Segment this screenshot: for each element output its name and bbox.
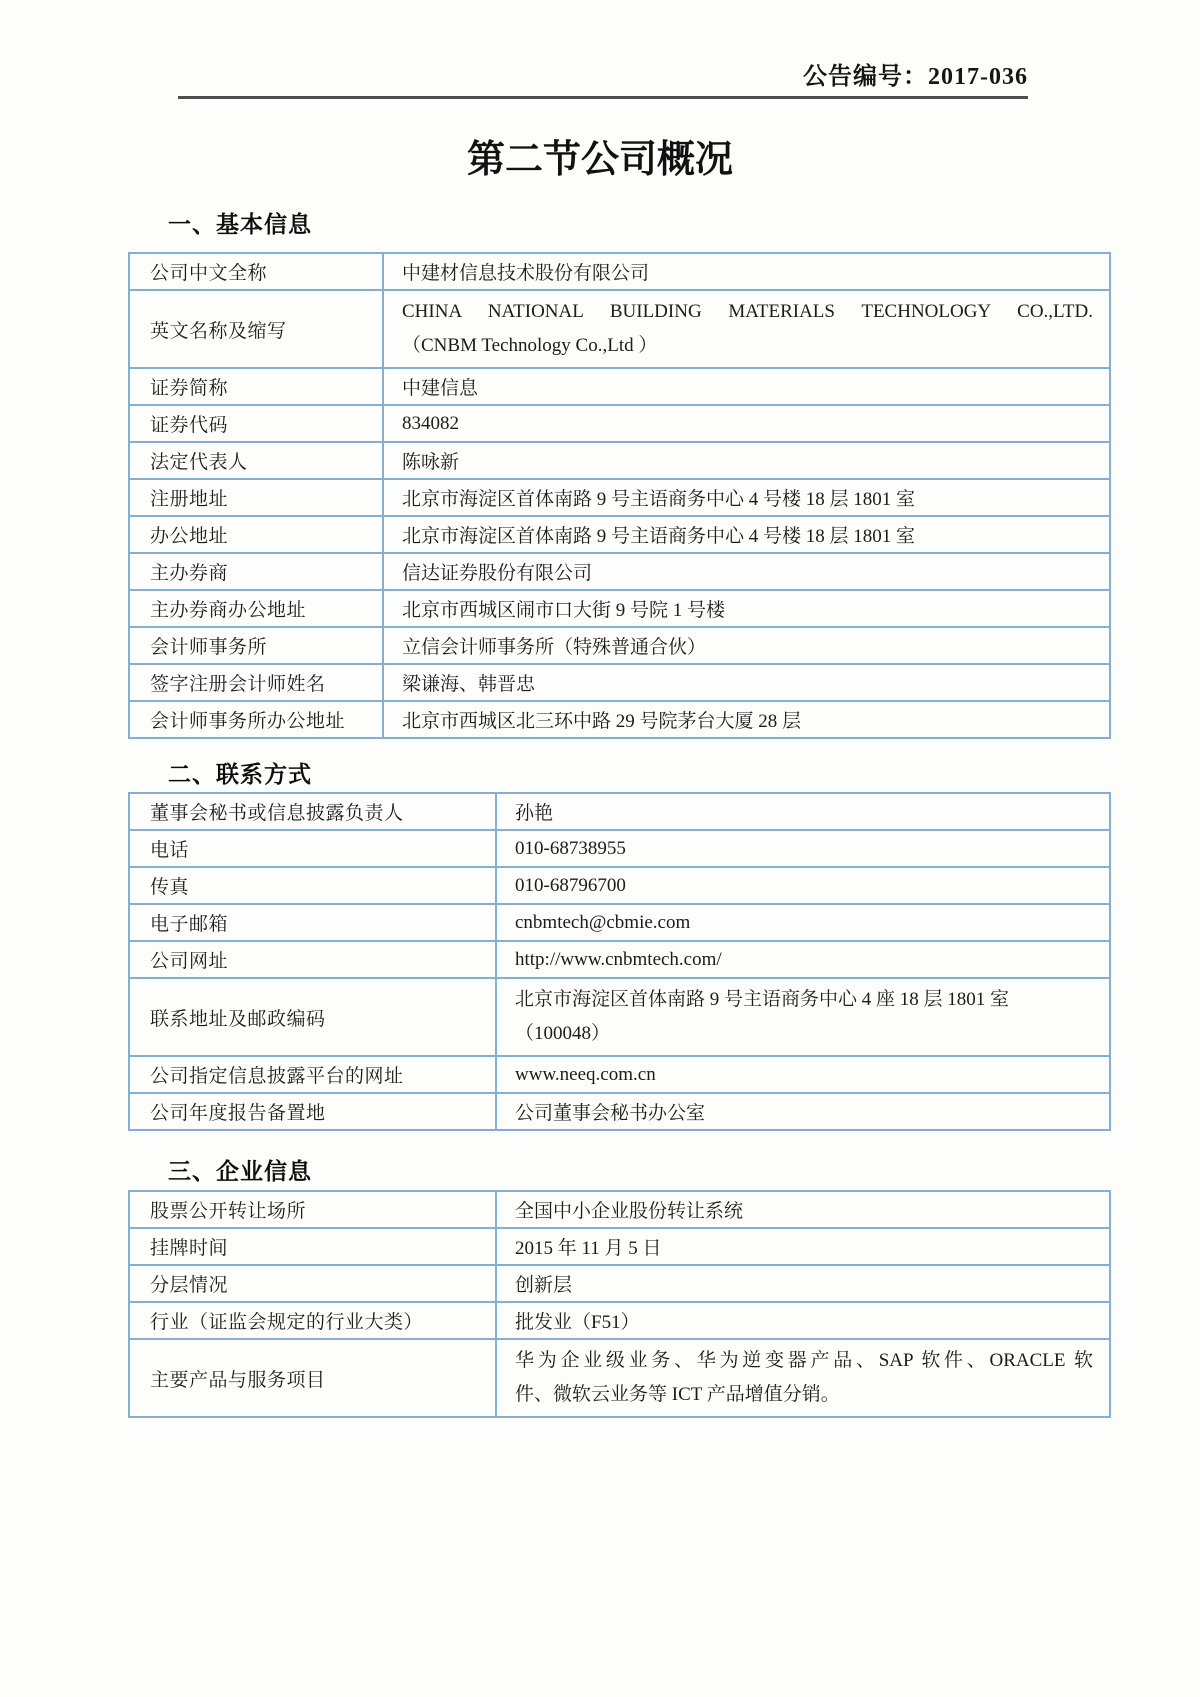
row-value: 公司董事会秘书办公室	[496, 1093, 1110, 1130]
basic-info-table	[128, 252, 1111, 739]
value-line: 件、微软云业务等 ICT 产品增值分销。	[515, 1384, 840, 1405]
row-value	[383, 290, 1110, 368]
row-label: 签字注册会计师姓名	[129, 664, 383, 701]
company-info-table	[128, 1190, 1111, 1418]
row-value: 创新层	[496, 1265, 1110, 1302]
row-value: 信达证券股份有限公司	[383, 553, 1110, 590]
table-row	[129, 1302, 1110, 1339]
announcement-number: 公告编号：2017-036	[803, 64, 1028, 90]
row-label: 法定代表人	[129, 442, 383, 479]
table-row	[129, 368, 1110, 405]
row-value: 010-68796700	[496, 867, 1110, 904]
table-row	[129, 405, 1110, 442]
row-label: 会计师事务所办公地址	[129, 701, 383, 738]
table-row	[129, 793, 1110, 830]
row-value: 批发业（F51）	[496, 1302, 1110, 1339]
row-label: 股票公开转让场所	[129, 1191, 496, 1228]
table-row	[129, 590, 1110, 627]
row-value	[496, 1339, 1110, 1417]
row-label: 主办券商	[129, 553, 383, 590]
row-value: 北京市海淀区首体南路 9 号主语商务中心 4 号楼 18 层 1801 室	[383, 479, 1110, 516]
row-label: 公司指定信息披露平台的网址	[129, 1056, 496, 1093]
table-row	[129, 1339, 1110, 1417]
table-row	[129, 253, 1110, 290]
row-label: 分层情况	[129, 1265, 496, 1302]
table-row	[129, 627, 1110, 664]
row-value: www.neeq.com.cn	[496, 1056, 1110, 1093]
row-value: 中建材信息技术股份有限公司	[383, 253, 1110, 290]
table-row	[129, 290, 1110, 368]
value-line: CHINA NATIONAL BUILDING MATERIALS TECHNOLOGY CO.,LTD.	[402, 301, 1093, 322]
table-row	[129, 1093, 1110, 1130]
table-row	[129, 867, 1110, 904]
row-value: 梁谦海、韩晋忠	[383, 664, 1110, 701]
table-row	[129, 442, 1110, 479]
table-row	[129, 904, 1110, 941]
row-label: 公司网址	[129, 941, 496, 978]
section-heading-company-info: 三、企业信息	[168, 1158, 312, 1184]
table-row	[129, 1228, 1110, 1265]
row-label: 挂牌时间	[129, 1228, 496, 1265]
row-label: 联系地址及邮政编码	[129, 978, 496, 1056]
table-row	[129, 701, 1110, 738]
section-heading-contact-info: 二、联系方式	[168, 761, 312, 787]
table-row	[129, 978, 1110, 1056]
row-value: http://www.cnbmtech.com/	[496, 941, 1110, 978]
row-value: cnbmtech@cbmie.com	[496, 904, 1110, 941]
row-value: 北京市海淀区首体南路 9 号主语商务中心 4 号楼 18 层 1801 室	[383, 516, 1110, 553]
row-label: 注册地址	[129, 479, 383, 516]
value-line: （CNBM Technology Co.,Ltd ）	[402, 335, 658, 356]
table-row	[129, 553, 1110, 590]
row-label: 证券代码	[129, 405, 383, 442]
row-label: 传真	[129, 867, 496, 904]
row-label: 电子邮箱	[129, 904, 496, 941]
row-label: 办公地址	[129, 516, 383, 553]
row-value: 北京市西城区闹市口大街 9 号院 1 号楼	[383, 590, 1110, 627]
value-line: 华为企业级业务、华为逆变器产品、SAP 软件、ORACLE 软	[515, 1350, 1093, 1371]
table-row	[129, 1265, 1110, 1302]
row-value: 2015 年 11 月 5 日	[496, 1228, 1110, 1265]
value-line: （100048）	[515, 1023, 611, 1044]
value-line: 北京市海淀区首体南路 9 号主语商务中心 4 座 18 层 1801 室	[515, 989, 1010, 1010]
row-value: 全国中小企业股份转让系统	[496, 1191, 1110, 1228]
row-label: 证券简称	[129, 368, 383, 405]
row-label: 公司中文全称	[129, 253, 383, 290]
row-value: 陈咏新	[383, 442, 1110, 479]
table-row	[129, 1191, 1110, 1228]
row-value: 中建信息	[383, 368, 1110, 405]
section-heading-basic-info: 一、基本信息	[168, 211, 312, 237]
row-value: 孙艳	[496, 793, 1110, 830]
row-value: 834082	[383, 405, 1110, 442]
row-value: 010-68738955	[496, 830, 1110, 867]
row-label: 行业（证监会规定的行业大类）	[129, 1302, 496, 1339]
table-row	[129, 941, 1110, 978]
table-row	[129, 664, 1110, 701]
table-row	[129, 479, 1110, 516]
row-label: 公司年度报告备置地	[129, 1093, 496, 1130]
row-value	[496, 978, 1110, 1056]
row-label: 主办券商办公地址	[129, 590, 383, 627]
header-rule	[178, 96, 1028, 99]
row-label: 主要产品与服务项目	[129, 1339, 496, 1417]
row-label: 电话	[129, 830, 496, 867]
contact-info-table	[128, 792, 1111, 1131]
page-title: 第二节公司概况	[466, 139, 733, 181]
row-value: 北京市西城区北三环中路 29 号院茅台大厦 28 层	[383, 701, 1110, 738]
table-row	[129, 516, 1110, 553]
table-row	[129, 830, 1110, 867]
row-label: 会计师事务所	[129, 627, 383, 664]
row-label: 英文名称及缩写	[129, 290, 383, 368]
row-label: 董事会秘书或信息披露负责人	[129, 793, 496, 830]
table-row	[129, 1056, 1110, 1093]
row-value: 立信会计师事务所（特殊普通合伙）	[383, 627, 1110, 664]
